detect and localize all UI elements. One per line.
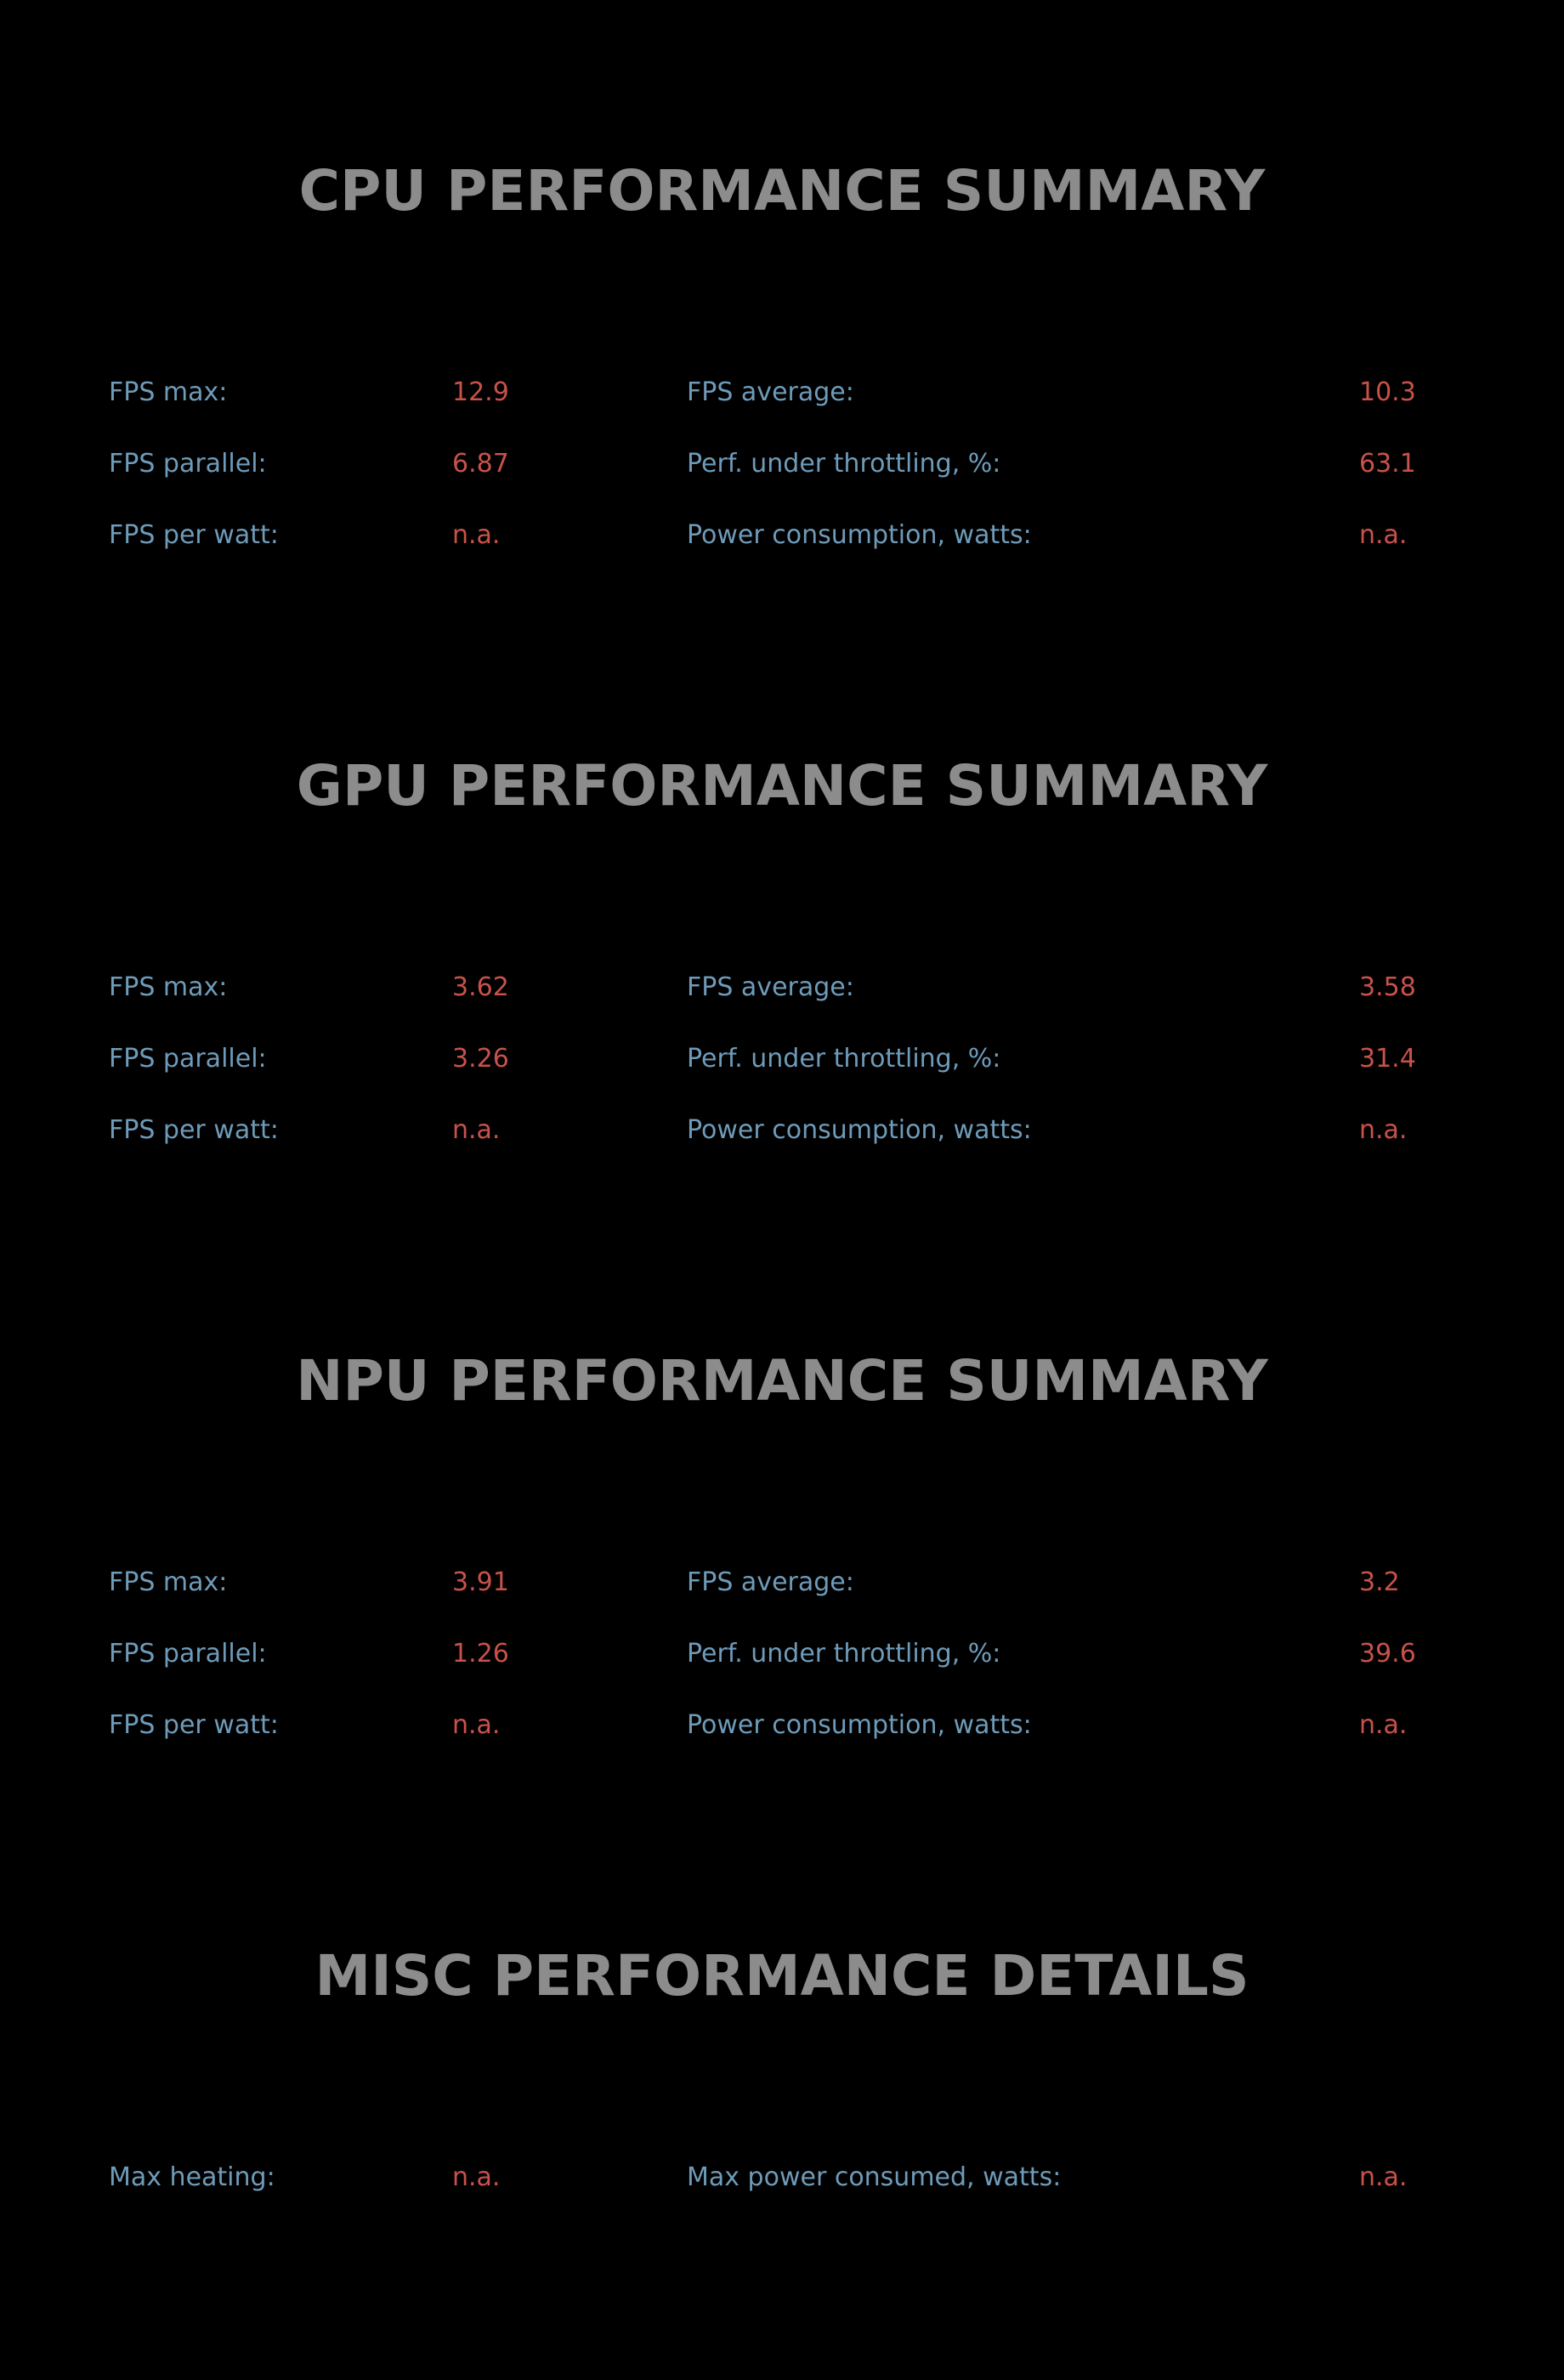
npu-fps-average-value: 3.2 bbox=[1359, 1567, 1400, 1597]
npu-summary-title: NPU PERFORMANCE SUMMARY bbox=[296, 1348, 1268, 1414]
cpu-fps-average-label: FPS average: bbox=[687, 377, 854, 407]
npu-power-consumption-value: n.a. bbox=[1359, 1710, 1408, 1740]
cpu-fps-per-watt-label: FPS per watt: bbox=[109, 520, 279, 550]
gpu-fps-parallel-label: FPS parallel: bbox=[109, 1044, 267, 1074]
npu-throttling-value: 39.6 bbox=[1359, 1639, 1416, 1669]
cpu-throttling-label: Perf. under throttling, %: bbox=[687, 449, 1001, 479]
npu-row-fps-per-watt bbox=[0, 1707, 1564, 1744]
gpu-fps-average-label: FPS average: bbox=[687, 972, 854, 1002]
npu-fps-per-watt-label: FPS per watt: bbox=[109, 1710, 279, 1740]
npu-fps-parallel-label: FPS parallel: bbox=[109, 1639, 267, 1669]
npu-row-fps-max bbox=[0, 1564, 1564, 1601]
npu-row-fps-parallel bbox=[0, 1635, 1564, 1673]
gpu-fps-average-value: 3.58 bbox=[1359, 972, 1416, 1002]
gpu-throttling-label: Perf. under throttling, %: bbox=[687, 1044, 1001, 1074]
misc-max-heating-label: Max heating: bbox=[109, 2162, 275, 2192]
cpu-throttling-value: 63.1 bbox=[1359, 449, 1416, 479]
misc-max-power-label: Max power consumed, watts: bbox=[687, 2162, 1062, 2192]
misc-max-heating-value: n.a. bbox=[452, 2162, 501, 2192]
npu-power-consumption-label: Power consumption, watts: bbox=[687, 1710, 1032, 1740]
gpu-throttling-value: 31.4 bbox=[1359, 1044, 1416, 1074]
gpu-row-fps-max bbox=[0, 969, 1564, 1006]
npu-fps-parallel-value: 1.26 bbox=[452, 1639, 509, 1669]
cpu-power-consumption-value: n.a. bbox=[1359, 520, 1408, 550]
misc-max-power-value: n.a. bbox=[1359, 2162, 1408, 2192]
gpu-fps-max-label: FPS max: bbox=[109, 972, 228, 1002]
gpu-summary-title: GPU PERFORMANCE SUMMARY bbox=[296, 753, 1268, 819]
misc-details-title: MISC PERFORMANCE DETAILS bbox=[314, 1943, 1250, 2009]
cpu-row-fps-parallel bbox=[0, 445, 1564, 483]
npu-fps-max-value: 3.91 bbox=[452, 1567, 509, 1597]
cpu-fps-parallel-value: 6.87 bbox=[452, 449, 509, 479]
gpu-power-consumption-value: n.a. bbox=[1359, 1115, 1408, 1145]
cpu-row-fps-per-watt bbox=[0, 517, 1564, 554]
cpu-power-consumption-label: Power consumption, watts: bbox=[687, 520, 1032, 550]
npu-fps-per-watt-value: n.a. bbox=[452, 1710, 501, 1740]
cpu-fps-max-value: 12.9 bbox=[452, 377, 509, 407]
cpu-fps-average-value: 10.3 bbox=[1359, 377, 1416, 407]
misc-row-max-heating bbox=[0, 2159, 1564, 2196]
npu-fps-max-label: FPS max: bbox=[109, 1567, 228, 1597]
cpu-fps-per-watt-value: n.a. bbox=[452, 520, 501, 550]
gpu-fps-per-watt-label: FPS per watt: bbox=[109, 1115, 279, 1145]
npu-fps-average-label: FPS average: bbox=[687, 1567, 854, 1597]
gpu-row-fps-per-watt bbox=[0, 1112, 1564, 1149]
gpu-power-consumption-label: Power consumption, watts: bbox=[687, 1115, 1032, 1145]
gpu-fps-max-value: 3.62 bbox=[452, 972, 509, 1002]
cpu-row-fps-max bbox=[0, 374, 1564, 411]
cpu-summary-title: CPU PERFORMANCE SUMMARY bbox=[298, 158, 1266, 224]
cpu-fps-parallel-label: FPS parallel: bbox=[109, 449, 267, 479]
npu-throttling-label: Perf. under throttling, %: bbox=[687, 1639, 1001, 1669]
gpu-fps-per-watt-value: n.a. bbox=[452, 1115, 501, 1145]
gpu-fps-parallel-value: 3.26 bbox=[452, 1044, 509, 1074]
cpu-fps-max-label: FPS max: bbox=[109, 377, 228, 407]
gpu-row-fps-parallel bbox=[0, 1040, 1564, 1078]
